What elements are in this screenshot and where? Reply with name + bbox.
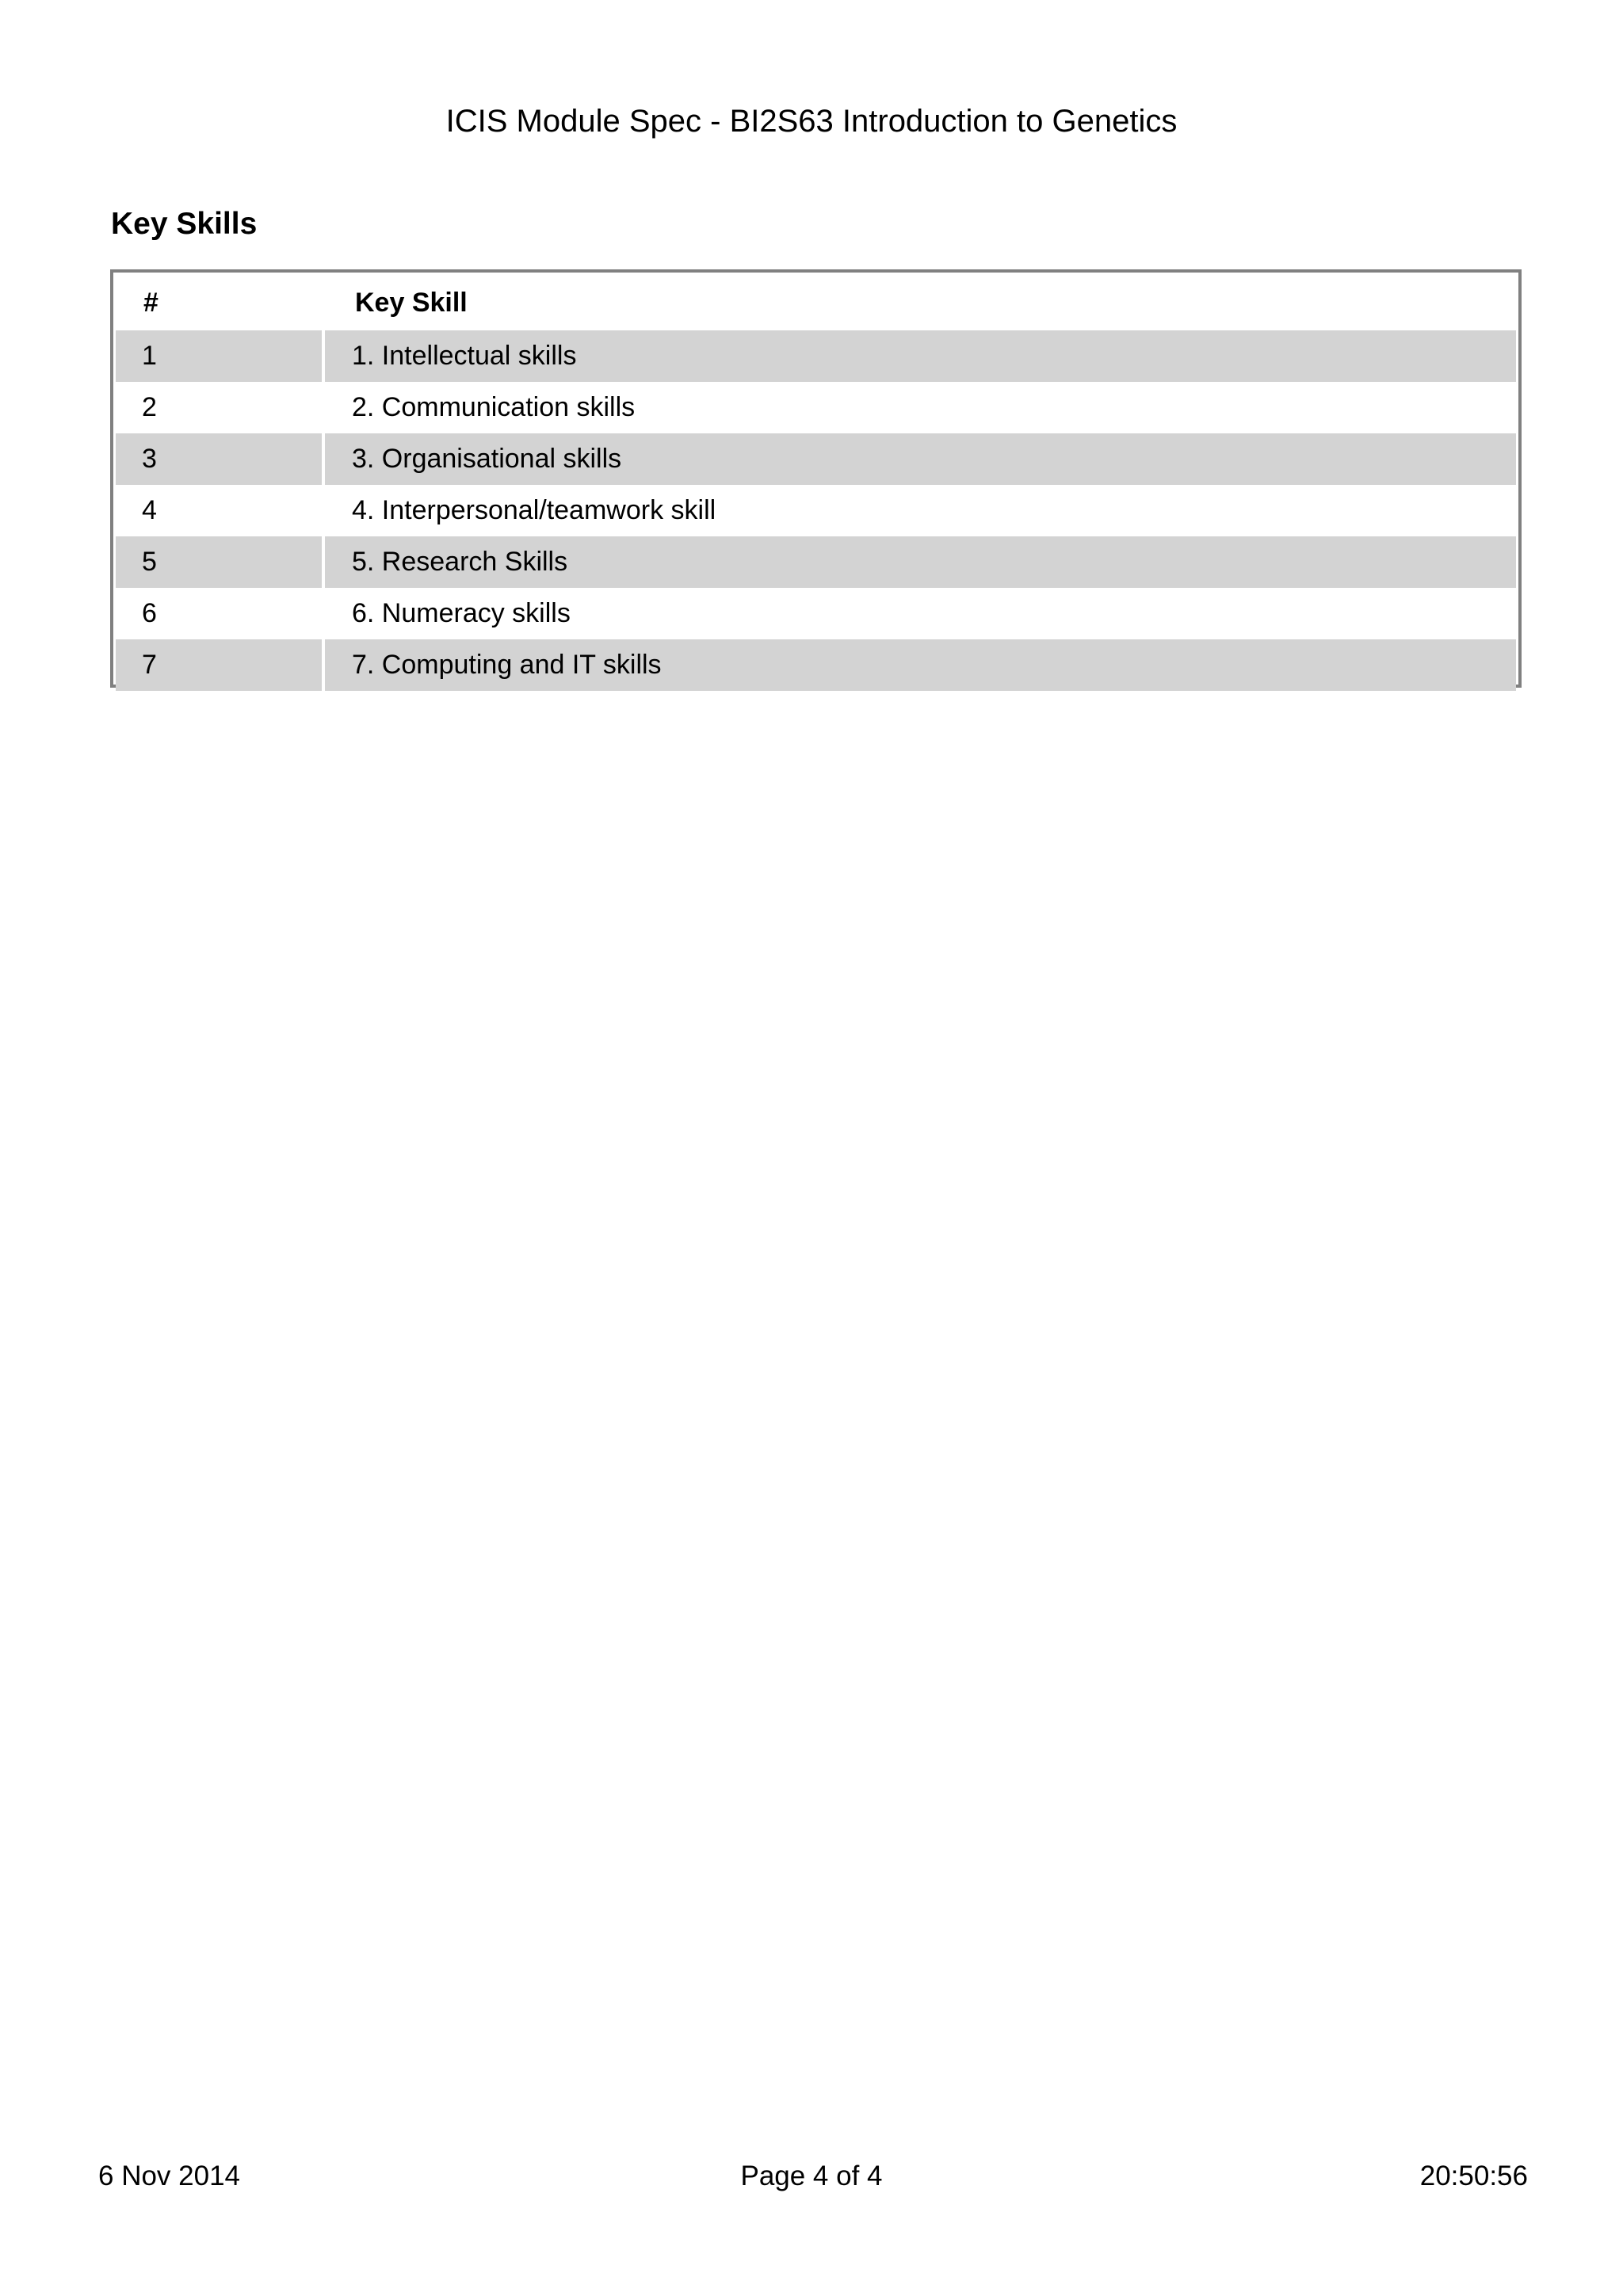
row-skill-cell: 1. Intellectual skills	[325, 330, 1516, 382]
table-row	[116, 382, 1516, 433]
column-header-key-skill: Key Skill	[355, 287, 468, 318]
table-row	[116, 536, 1516, 588]
row-skill-cell: 5. Research Skills	[325, 536, 1516, 588]
section-title: Key Skills	[111, 207, 258, 241]
row-skill-cell: 4. Interpersonal/teamwork skill	[352, 495, 716, 525]
table-row	[116, 639, 1516, 691]
column-header-number: #	[143, 287, 158, 318]
key-skills-table	[116, 275, 1516, 691]
footer-time: 20:50:56	[1419, 2161, 1528, 2191]
table-row	[116, 433, 1516, 485]
row-number-cell: 7	[116, 639, 325, 691]
table-row	[116, 485, 1516, 536]
row-skill-cell: 3. Organisational skills	[325, 433, 1516, 485]
row-number-cell: 2	[116, 382, 325, 433]
footer-date: 6 Nov 2014	[98, 2161, 241, 2191]
row-number-cell: 4	[116, 485, 325, 536]
page-header-title: ICIS Module Spec - BI2S63 Introduction to Genetics	[445, 104, 1178, 139]
row-number-cell: 1	[116, 330, 325, 382]
row-skill-cell: 7. Computing and IT skills	[325, 639, 1516, 691]
table-header-row	[116, 275, 1516, 330]
row-number-cell: 3	[116, 433, 325, 485]
footer-page-number: Page 4 of 4	[740, 2161, 883, 2191]
table-row	[116, 330, 1516, 382]
key-skills-table-frame	[110, 269, 1522, 688]
table-row	[116, 588, 1516, 639]
row-number-cell: 5	[116, 536, 325, 588]
row-number-cell: 6	[116, 588, 325, 639]
row-skill-cell: 2. Communication skills	[352, 392, 636, 422]
row-skill-cell: 6. Numeracy skills	[352, 598, 571, 628]
